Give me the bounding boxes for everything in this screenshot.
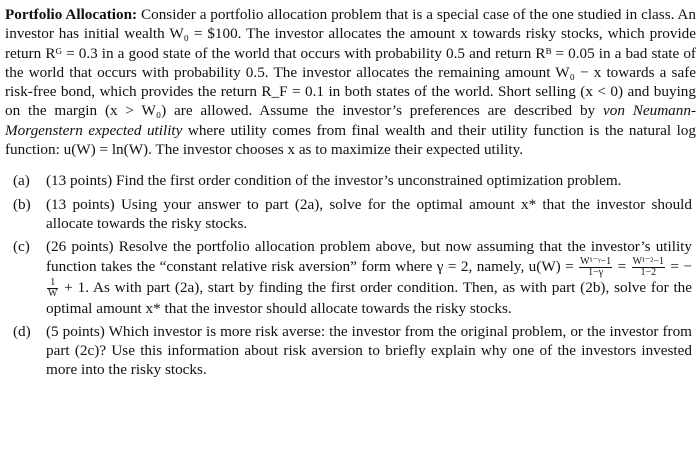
intro-text-1: Consider a portfolio allocation problem that is a special case of the one studied in class. An investor has initial wealth W₀ = $100. The investor allocates the amount x towards risky stocks, which provide return Rᴳ = 0.3 in a good state of the world that occurs with probability 0.5 and return Rᴮ = 0.05 in a bad state of the world that occurs with probability 0.5. The investor allocates the remaining amount W₀ − x towards a safe risk-free bond, which provides the return R_F = 0.1 in both states of the world. Short selling (x < 0) and buying on the margin (x > W₀) are allowed. Assume the investor’s preferences are described by xyxy=(5,6,696,120)
part-label: (d) xyxy=(13,322,31,340)
part-c xyxy=(5,237,696,318)
fraction-crra xyxy=(579,257,612,278)
equals: = xyxy=(613,257,631,275)
part-b xyxy=(5,195,696,234)
part-label: (a) xyxy=(13,172,30,190)
intro-paragraph xyxy=(5,5,696,159)
problem-title: Portfolio Allocation: xyxy=(5,6,138,23)
part-text: (5 points) Which investor is more risk averse: the investor from the original problem, or the investor from part (2c)? Use this information about risk aversion to briefly explain why one of the investors invested more into the risky stocks. xyxy=(46,322,692,379)
part-label: (c) xyxy=(13,238,30,256)
question-parts xyxy=(5,171,696,379)
fraction-denominator: 1−γ xyxy=(588,266,604,278)
part-d xyxy=(5,322,696,380)
fraction-denominator: W xyxy=(48,287,58,299)
fraction-gamma2 xyxy=(632,257,665,278)
part-text xyxy=(46,237,696,318)
part-c-text-1: (26 points) Resolve the portfolio allocation problem above, but now assuming that the investor’s utility function takes the “constant relative risk aversion” form where γ = 2, namely, u(W) = xyxy=(46,238,692,275)
fraction-denominator: 1−2 xyxy=(640,266,657,278)
fraction-numerator: W¹⁻ᵞ−1 xyxy=(580,255,612,267)
part-label: (b) xyxy=(13,195,31,213)
part-text: (13 points) Using your answer to part (2a), solve for the optimal amount x* that the investor should allocate towards the risky stocks. xyxy=(46,195,692,232)
equals-minus: = − xyxy=(665,257,692,275)
part-text: (13 points) Find the first order condition of the investor’s unconstrained optimization problem. xyxy=(46,172,622,190)
fraction-one-over-w xyxy=(47,278,58,299)
intro-text-2: where utility comes from final wealth and their utility function is the natural log function: u(W) = ln(W). The investor chooses x as to maximize their expected utility. xyxy=(5,121,696,159)
intro-italic: von Neumann-Morgenstern expected utility xyxy=(5,102,697,139)
fraction-numerator: W¹⁻²−1 xyxy=(632,255,664,267)
fraction-numerator: 1 xyxy=(47,278,58,289)
part-a xyxy=(5,171,696,190)
part-c-text-2: + 1. As with part (2a), start by finding the first order condition. Then, as with part (2b), solve for the optimal amount x* that the investor should allocate towards the risky stocks. xyxy=(46,278,692,317)
